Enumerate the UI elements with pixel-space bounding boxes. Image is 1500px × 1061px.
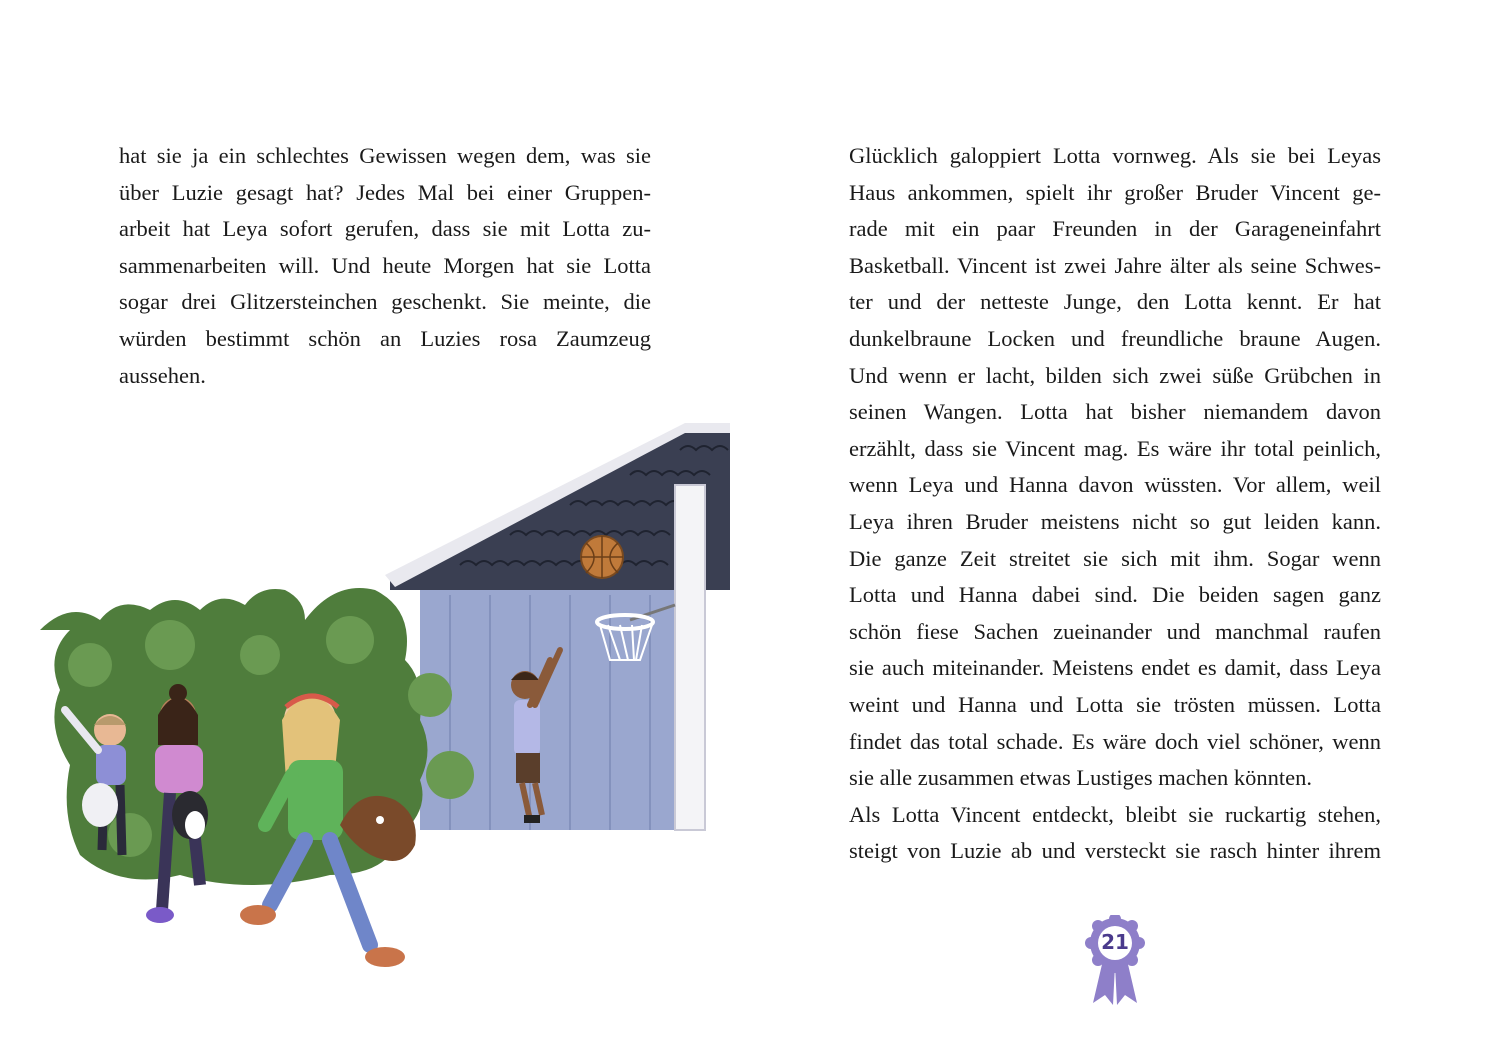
text-line: Und wenn er lacht, bilden sich zwei süße Grübchen in: [849, 362, 1381, 388]
left-page-text: [119, 138, 651, 394]
rosette-ribbon-icon: [1085, 915, 1145, 1005]
text-line: sie alle zusammen etwas Lustiges machen könnten.: [849, 765, 1312, 791]
children-garage-illustration: [30, 415, 730, 1000]
text-line: Leya ihren Bruder meistens nicht so gut leiden kann.: [849, 508, 1381, 534]
page-number-badge: [1085, 915, 1145, 1005]
text-line: Glücklich galoppiert Lotta vornweg. Als sie bei Leyas: [849, 143, 1381, 168]
right-page-text: [849, 138, 1381, 870]
text-line: über Luzie gesagt hat? Jedes Mal bei einer Gruppen-: [119, 179, 651, 205]
right-page: [750, 0, 1500, 1061]
text-line: schön fiese Sachen zueinander und manchmal raufen: [849, 618, 1381, 644]
text-line: arbeit hat Leya sofort gerufen, dass sie mit Lotta zu-: [119, 216, 651, 242]
text-line: ter und der netteste Junge, den Lotta kennt. Er hat: [849, 289, 1381, 315]
text-line: weint und Hanna und Lotta sie trösten müssen. Lotta: [849, 691, 1381, 717]
text-line: aussehen.: [119, 362, 206, 388]
text-line: hat sie ja ein schlechtes Gewissen wegen dem, was sie: [119, 143, 651, 168]
text-line: erzählt, dass sie Vincent mag. Es wäre ihr total peinlich,: [849, 435, 1381, 461]
text-line: rade mit ein paar Freunden in der Garageneinfahrt: [849, 216, 1381, 242]
text-line: sammenarbeiten will. Und heute Morgen hat sie Lotta: [119, 252, 651, 278]
text-line: Basketball. Vincent ist zwei Jahre älter als seine Schwes-: [849, 252, 1381, 278]
text-line: Als Lotta Vincent entdeckt, bleibt sie ruckartig stehen,: [849, 801, 1381, 827]
text-line: wenn Leya und Hanna davon wüssten. Vor allem, weil: [849, 472, 1381, 498]
garage-post: [675, 485, 705, 830]
text-line: steigt von Luzie ab und versteckt sie rasch hinter ihrem: [849, 838, 1381, 864]
text-line: sogar drei Glitzersteinchen geschenkt. Sie meinte, die: [119, 289, 651, 315]
text-line: findet das total schade. Es wäre doch viel schöner, wenn: [849, 728, 1381, 754]
text-line: würden bestimmt schön an Luzies rosa Zaumzeug: [119, 325, 651, 351]
text-line: seinen Wangen. Lotta hat bisher niemandem davon: [849, 399, 1381, 425]
text-line: Die ganze Zeit streitet sie sich mit ihm. Sogar wenn: [849, 545, 1381, 571]
text-line: dunkelbraune Locken und freundliche braune Augen.: [849, 325, 1381, 351]
text-line: Haus ankommen, spielt ihr großer Bruder Vincent ge-: [849, 179, 1381, 205]
text-line: sie auch miteinander. Meistens endet es damit, dass Leya: [849, 655, 1381, 681]
text-line: Lotta und Hanna dabei sind. Die beiden sagen ganz: [849, 582, 1381, 608]
page-number: 21: [1101, 930, 1129, 954]
